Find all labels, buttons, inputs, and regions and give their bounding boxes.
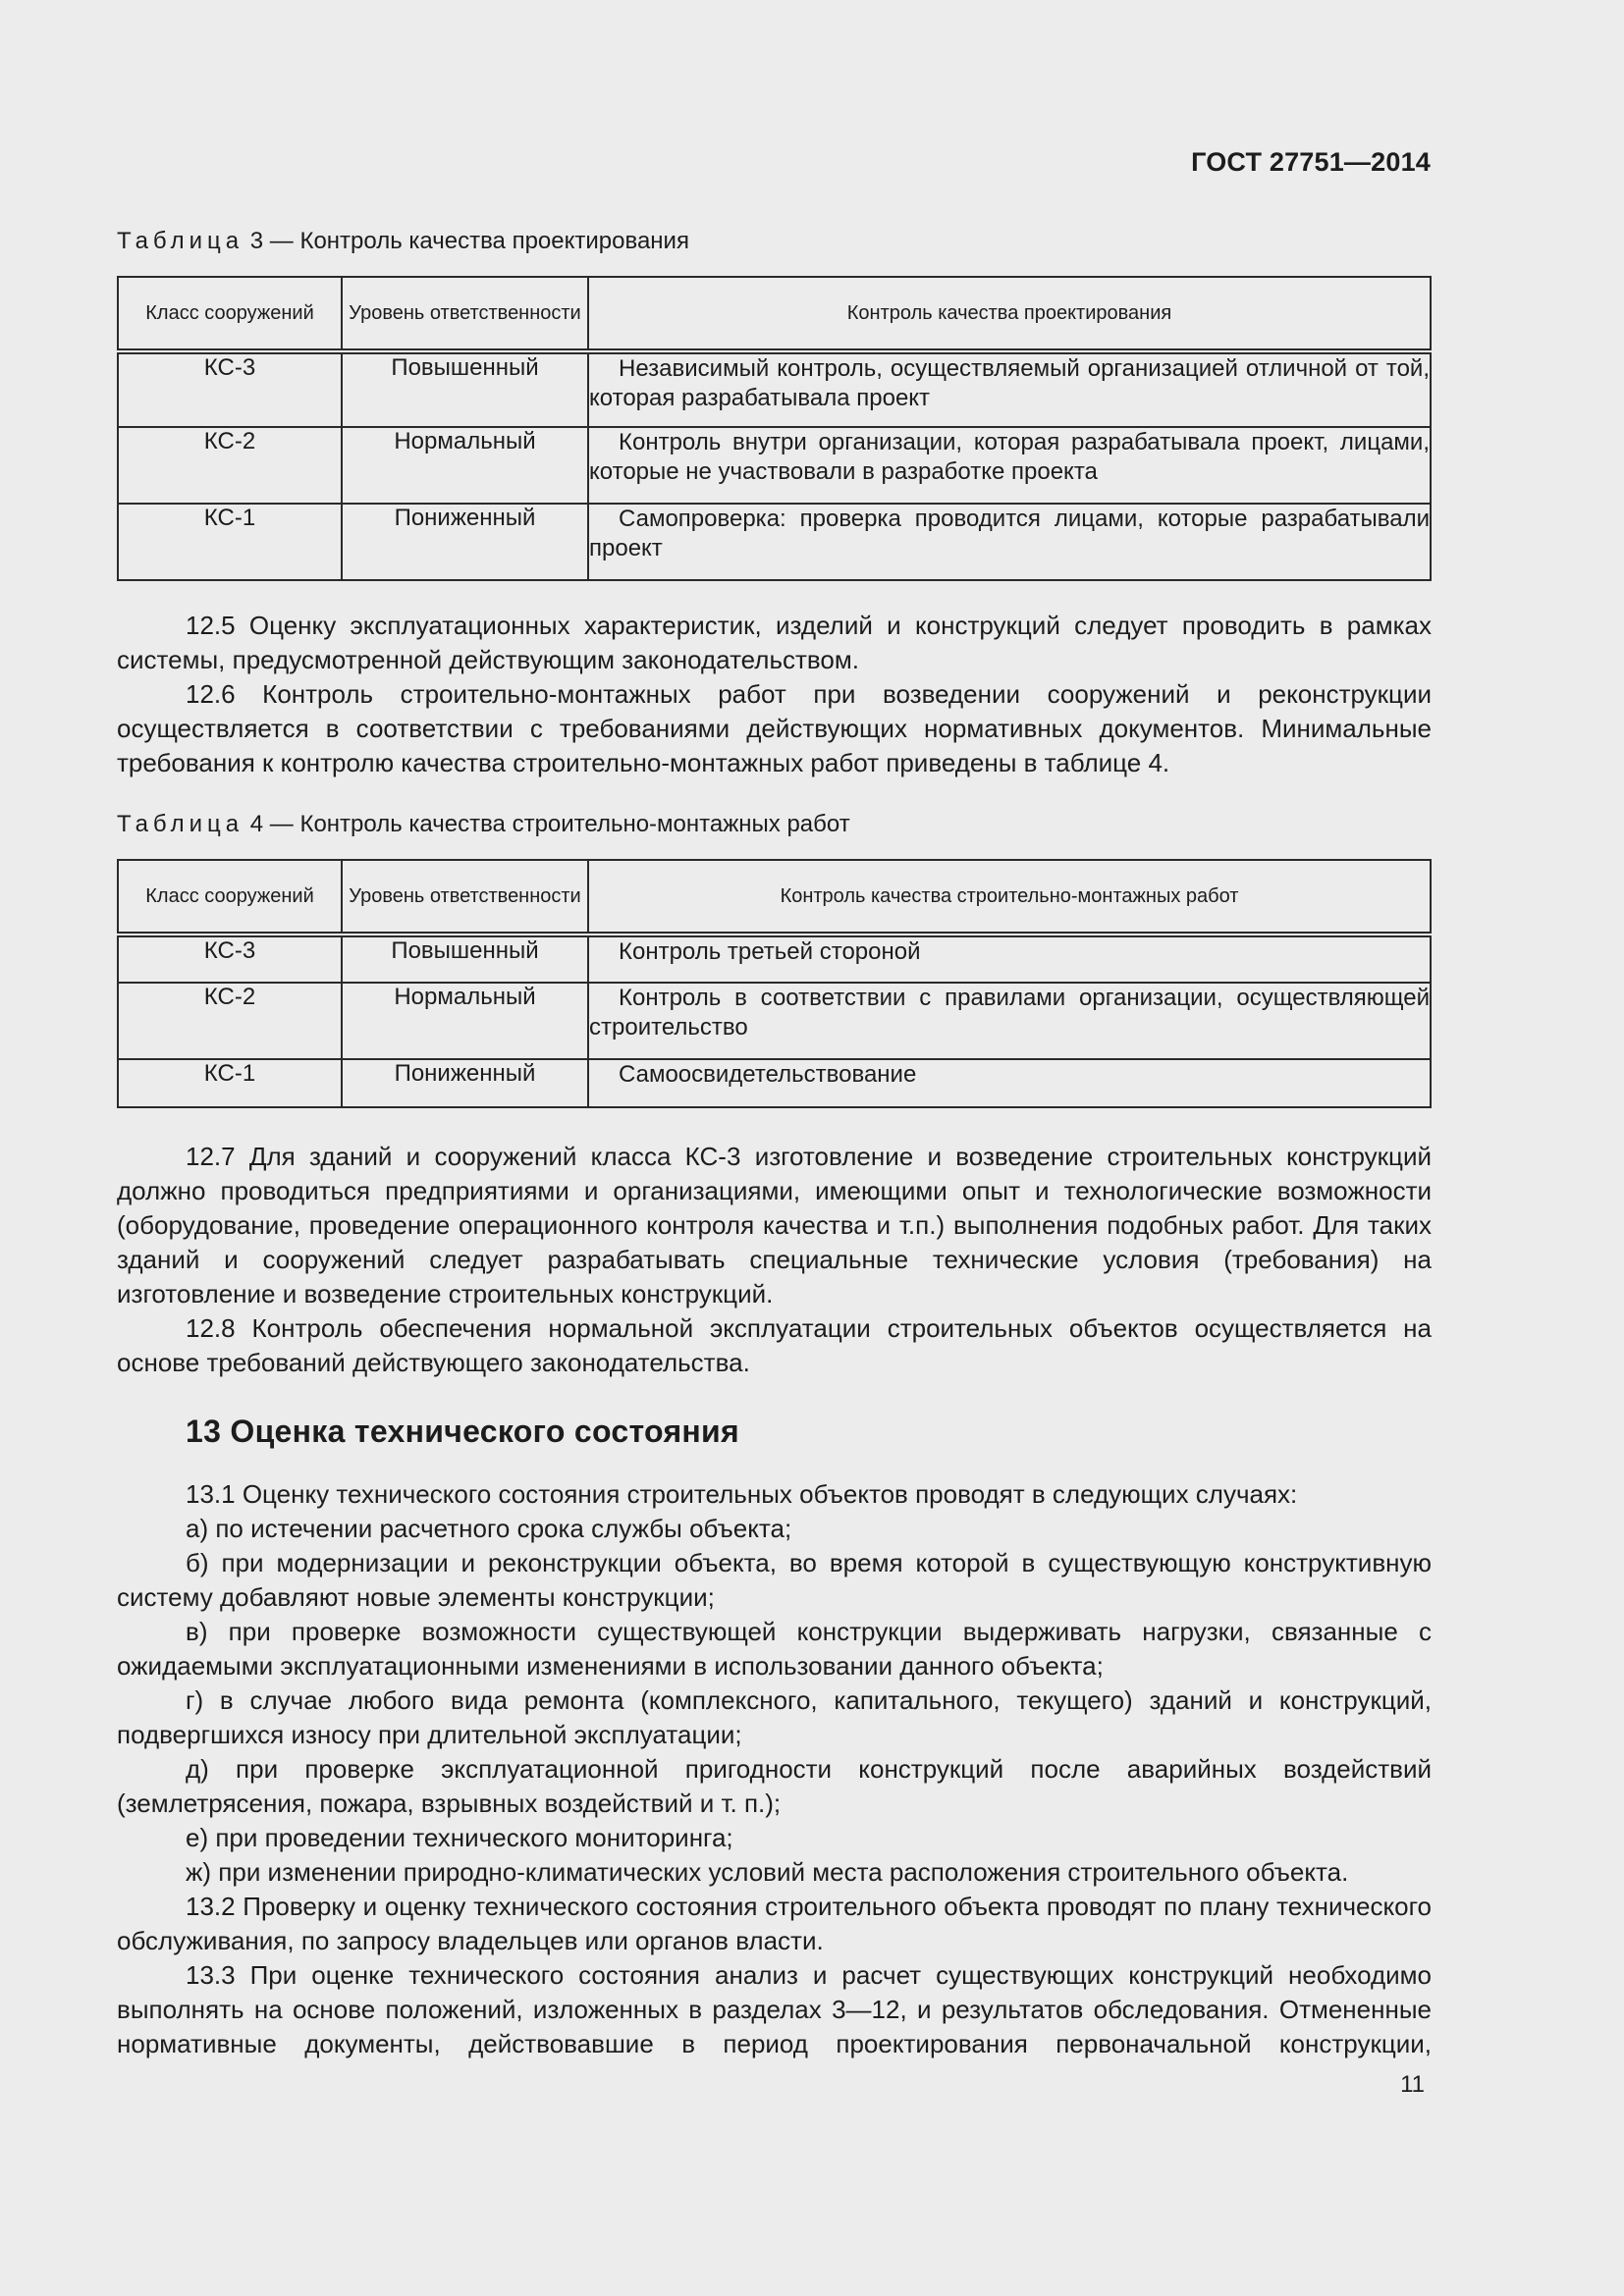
paragraph-12-6: 12.6 Контроль строительно-монтажных работ при возведении сооружений и реконструкции осуществляется в соответствии с требованиями действующих нормативных документов. Минимальные требования к контролю качества строительно-монтажных работ приведены в таблице 4.	[117, 679, 1432, 777]
table-cell-control-text: Контроль в соответствии с правилами организации, осуществляющей строительство	[589, 985, 1430, 1041]
table-4-header-level: Уровень ответственности	[342, 860, 588, 934]
table-cell-control	[588, 427, 1431, 504]
table-4-header-control: Контроль качества строительно-монтажных работ	[588, 860, 1431, 934]
table-3-header-class: Класс сооружений	[118, 277, 342, 351]
paragraph-block-12-5-12-6	[117, 609, 1432, 780]
table-cell-level: Нормальный	[342, 983, 588, 1059]
table-cell-level: Пониженный	[342, 1059, 588, 1107]
table-cell-level: Повышенный	[342, 934, 588, 983]
paragraph-12-7: 12.7 Для зданий и сооружений класса КС-3 изготовление и возведение строительных конструкций должно проводиться предприятиями и организациями, имеющими опыт и технологические возможности (оборудование, проведение операционного контроля качества и т.п.) выполнения подобных работ. Для таких зданий и сооружений следует разрабатывать специальные технические условия (требования) на изготовление и возведение строительных конструкций.	[117, 1142, 1432, 1308]
list-item-zh: ж) при изменении природно-климатических условий места расположения строительного объекта.	[186, 1857, 1349, 1887]
standard-code: ГОСТ 27751—2014	[1191, 147, 1431, 177]
table-3	[117, 276, 1432, 581]
paragraph-12-8: 12.8 Контроль обеспечения нормальной эксплуатации строительных объектов осуществляется на основе требований действующего законодательства.	[117, 1313, 1432, 1377]
table-row	[118, 351, 1431, 427]
table-row	[118, 934, 1431, 983]
table-cell-control	[588, 351, 1431, 427]
table-4-caption-text: 4 — Контроль качества строительно-монтажных работ	[249, 811, 850, 837]
table-cell-level: Пониженный	[342, 504, 588, 580]
table-cell-control	[588, 504, 1431, 580]
table-cell-class: КС-3	[118, 934, 342, 983]
paragraph-13-3: 13.3 При оценке технического состояния анализ и расчет существующих конструкций необходимо выполнять на основе положений, изложенных в разделах 3—12, и результатов обследования. Отмененные нормативные документы, действовавшие в период проектирования первоначальной конструкции,	[117, 1960, 1432, 2058]
table-cell-control	[588, 934, 1431, 983]
table-cell-class: КС-3	[118, 351, 342, 427]
table-row	[118, 1059, 1431, 1107]
table-4-caption-prefix: Таблица	[117, 811, 244, 837]
list-item-e: е) при проведении технического мониторинга;	[186, 1823, 733, 1852]
section-13-heading: 13 Оценка технического состояния	[186, 1414, 739, 1449]
table-4-caption	[117, 811, 850, 838]
table-3-header-row	[118, 277, 1431, 351]
table-cell-control-text: Контроль внутри организации, которая разрабатывала проект, лицами, которые не участвовали в разработке проекта	[589, 429, 1430, 485]
table-cell-control	[588, 983, 1431, 1059]
table-cell-control-text: Самоосвидетельствование	[619, 1061, 917, 1088]
table-cell-control-text: Независимый контроль, осуществляемый организацией отличной от той, которая разрабатывала проект	[589, 355, 1430, 411]
table-cell-level: Нормальный	[342, 427, 588, 504]
table-cell-class: КС-1	[118, 1059, 342, 1107]
table-cell-class: КС-2	[118, 427, 342, 504]
table-row	[118, 983, 1431, 1059]
table-4	[117, 859, 1432, 1108]
paragraph-13-2: 13.2 Проверку и оценку технического состояния строительного объекта проводят по плану технического обслуживания, по запросу владельцев или органов власти.	[117, 1892, 1432, 1955]
list-item-d: д) при проверке эксплуатационной пригодности конструкций после аварийных воздействий (землетрясения, пожара, взрывных воздействий и т. п.);	[117, 1754, 1432, 1818]
table-cell-control-text: Контроль третьей стороной	[619, 938, 921, 965]
paragraph-block-12-7-12-8	[117, 1140, 1432, 1380]
page-number: 11	[1400, 2071, 1425, 2098]
table-3-header-level: Уровень ответственности	[342, 277, 588, 351]
table-4-header-class: Класс сооружений	[118, 860, 342, 934]
table-cell-control-text: Самопроверка: проверка проводится лицами, которые разрабатывали проект	[589, 506, 1430, 561]
table-3-caption	[117, 228, 689, 255]
table-row	[118, 427, 1431, 504]
list-item-v: в) при проверке возможности существующей конструкции выдерживать нагрузки, связанные с ожидаемыми эксплуатационными изменениями в использовании данного объекта;	[117, 1617, 1432, 1681]
table-cell-level: Повышенный	[342, 351, 588, 427]
list-item-g: г) в случае любого вида ремонта (комплексного, капитального, текущего) зданий и конструкций, подвергшихся износу при длительной эксплуатации;	[117, 1685, 1432, 1749]
list-item-b: б) при модернизации и реконструкции объекта, во время которой в существующую конструктивную систему добавляют новые элементы конструкции;	[117, 1548, 1432, 1612]
section-13-body	[117, 1477, 1432, 2061]
table-cell-control	[588, 1059, 1431, 1107]
table-3-caption-text: 3 — Контроль качества проектирования	[249, 228, 689, 254]
list-item-a: а) по истечении расчетного срока службы объекта;	[186, 1514, 792, 1543]
table-cell-class: КС-1	[118, 504, 342, 580]
table-row	[118, 504, 1431, 580]
table-4-header-row	[118, 860, 1431, 934]
paragraph-12-5: 12.5 Оценку эксплуатационных характеристик, изделий и конструкций следует проводить в рамках системы, предусмотренной действующим законодательством.	[117, 611, 1432, 674]
table-cell-class: КС-2	[118, 983, 342, 1059]
table-3-header-control: Контроль качества проектирования	[588, 277, 1431, 351]
paragraph-13-1: 13.1 Оценку технического состояния строительных объектов проводят в следующих случаях:	[186, 1479, 1298, 1509]
table-3-caption-prefix: Таблица	[117, 228, 244, 254]
